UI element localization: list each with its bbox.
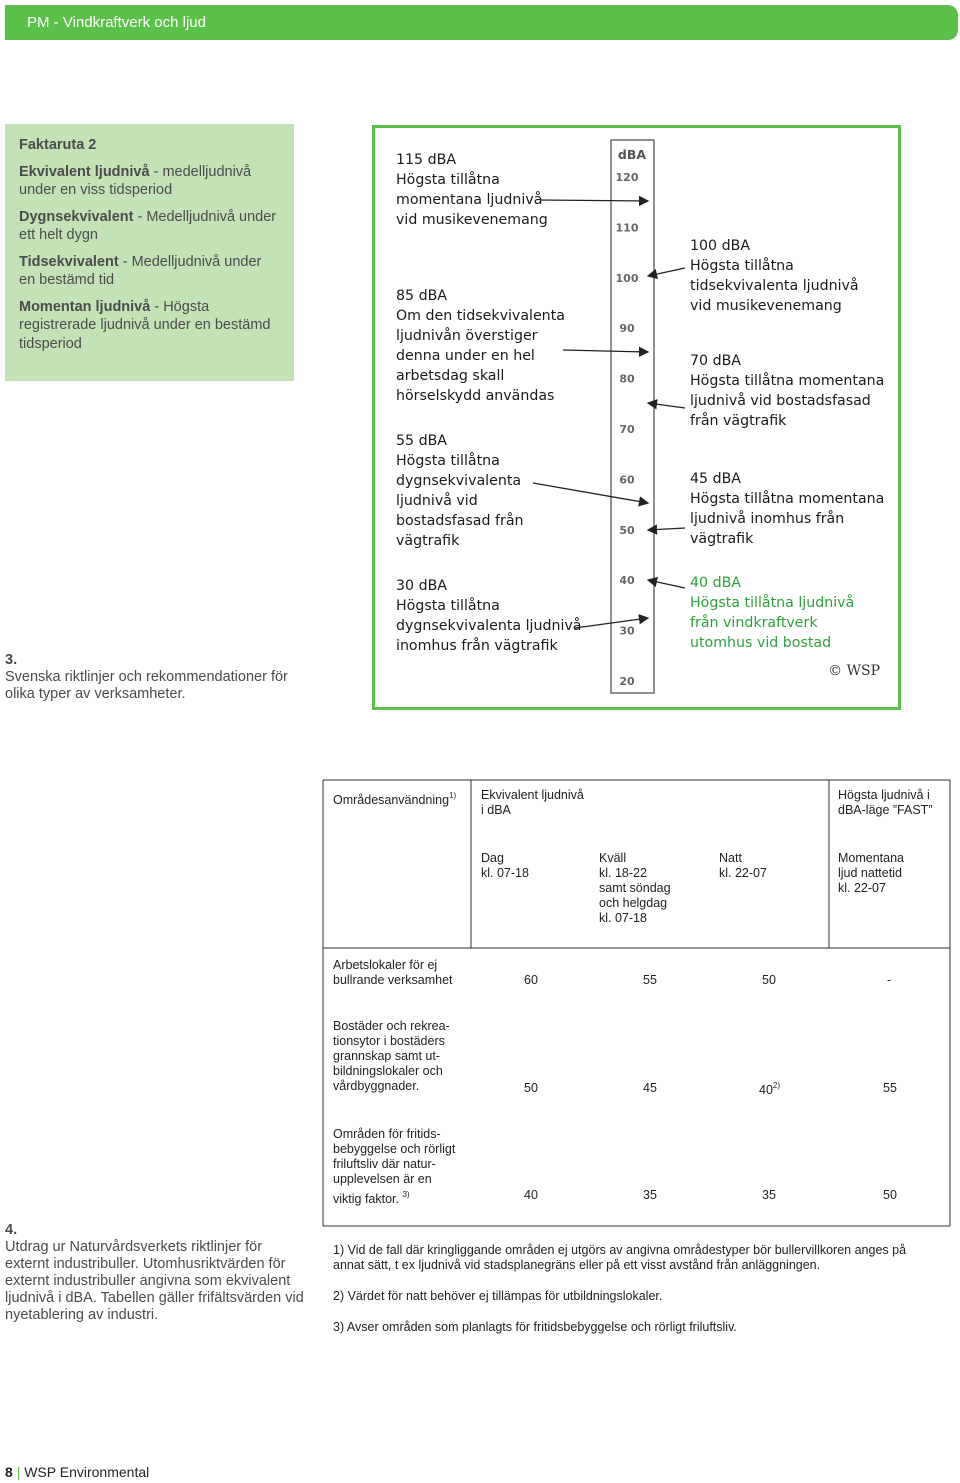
scale-tick-label: 70: [619, 423, 635, 436]
col-header-area-use: Områdesanvändning$^{1)}$: [333, 791, 457, 807]
table-cell: 40$^{2)}$: [759, 1081, 781, 1097]
figure-caption-4: 4. Utdrag ur Naturvårdsverkets riktlinjer för externt industribuller. Utomhusriktvärden för externt industribuller angivna som ekvivalent ljudnivå i dBA. Tabellen gäller frifältsvärden vid nyetablering av industri.: [5, 1222, 304, 1323]
fact-definition: Dygnsekvivalent - Medelljudnivå under ett helt dygn: [19, 208, 277, 243]
fact-definition: Momentan ljudnivå - Högsta registrerade ljudnivå under en bestämd tidsperiod: [19, 298, 271, 352]
footnote-1: 1) Vid de fall där kringliggande områden ej utgörs av angivna områdestyper bör bullervillkoren anges på annat sätt, t ex ljudnivå vid stadsplanegräns eller på ett visst avstånd från anläggningen.: [333, 1243, 907, 1272]
footnote-2: 2) Värdet för natt behöver ej tillämpas för utbildningslokaler.: [333, 1289, 663, 1303]
scale-tick-label: 120: [615, 171, 639, 184]
label-40-dba: 40 dBA Högsta tillåtna ljudnivå från vindkraftverk utomhus vid bostad: [690, 575, 855, 651]
scale-tick-label: 60: [619, 473, 635, 487]
table-row-label: Områden för fritids- bebyggelse och rörligt friluftsliv där natur- upplevelsen är en viktig faktor. $^{3)}$: [333, 1127, 456, 1206]
table-cell: 40: [524, 1188, 538, 1202]
label-45-dba: 45 dBA Högsta tillåtna momentana ljudnivå inomhus från vägtrafik: [690, 471, 885, 547]
label-100-dba: 100 dBA Högsta tillåtna tidsekvivalenta ljudnivå vid musikevenemang: [690, 238, 859, 314]
label-30-dba: 30 dBA Högsta tillåtna dygnsekvivalenta ljudnivå inomhus från vägtrafik: [396, 578, 582, 654]
table-cell: 50: [883, 1188, 897, 1202]
fact-definition: Ekvivalent ljudnivå - medelljudnivå under en viss tidsperiod: [19, 163, 252, 198]
scale-tick-label: 20: [619, 675, 635, 688]
table-cell: -: [887, 973, 892, 987]
table-cell: 50: [762, 973, 776, 987]
table-cell: 35: [762, 1188, 776, 1202]
table-cell: 55: [883, 1081, 897, 1095]
dba-scale-figure: [372, 125, 901, 710]
label-85-dba: 85 dBA Om den tidsekvivalenta ljudnivån överstiger denna under en hel arbetsdag skall hörselskydd användas: [396, 288, 565, 404]
scale-tick-label: 80: [619, 372, 635, 386]
fact-definition: Tidsekvivalent - Medelljudnivå under en bestämd tid: [19, 253, 262, 288]
subheader-momentary: Momentana ljud nattetid kl. 22-07: [838, 851, 905, 895]
table-cell: 60: [524, 973, 538, 987]
wsp-credit: © WSP: [828, 663, 880, 679]
subheader-day: Dag kl. 07-18: [481, 851, 529, 880]
label-55-dba: 55 dBA Högsta tillåtna dygnsekvivalenta ljudnivå vid bostadsfasad från vägtrafik: [396, 433, 524, 549]
footer-org: WSP Environmental: [24, 1464, 150, 1480]
page-number: 8: [5, 1464, 13, 1480]
subheader-night: Natt kl. 22-07: [719, 851, 767, 880]
footer-separator: |: [16, 1464, 21, 1480]
header-bar: [5, 5, 958, 40]
label-70-dba: 70 dBA Högsta tillåtna momentana ljudnivå vid bostadsfasad från vägtrafik: [690, 353, 885, 429]
table-cell: 35: [643, 1188, 657, 1202]
col-header-equivalent: Ekvivalent ljudnivå i dBA: [481, 788, 584, 817]
table-cell: 50: [524, 1081, 538, 1095]
fact-box: [5, 124, 294, 381]
fact-box-title: Faktaruta 2: [19, 137, 97, 153]
figure-caption-3: 3. Svenska riktlinjer och rekommendationer för olika typer av verksamheter.: [5, 652, 288, 702]
table-row-label: Bostäder och rekrea- tionsytor i bostäders grannskap samt ut- bildningslokaler och vårdbyggnader.: [333, 1019, 450, 1093]
subheader-evening: Kväll kl. 18-22 samt söndag och helgdag kl. 07-18: [599, 851, 671, 925]
table-cell: 55: [643, 973, 657, 987]
scale-tick-label: 100: [615, 271, 639, 285]
table-cell: 45: [643, 1081, 657, 1095]
scale-tick-label: 40: [619, 574, 635, 588]
table-row-label: Arbetslokaler för ej bullrande verksamhet: [333, 958, 453, 987]
header-title: PM - Vindkraftverk och ljud: [27, 14, 206, 31]
scale-tick-label: 50: [619, 523, 635, 537]
label-115-dba: 115 dBA Högsta tillåtna momentana ljudnivå vid musikevenemang: [396, 152, 548, 228]
scale-tick-label: 110: [615, 221, 639, 235]
col-header-max-level: Högsta ljudnivå i dBA-läge ”FAST”: [838, 788, 933, 817]
page-footer: [5, 1464, 149, 1480]
footnote-3: 3) Avser områden som planlagts för fritidsbebyggelse och rörligt friluftsliv.: [333, 1320, 737, 1334]
scale-tick-label: 90: [619, 322, 635, 336]
scale-unit-label: dBA: [617, 147, 647, 162]
scale-tick-label: 30: [619, 624, 635, 638]
pointer-arrows: [533, 200, 685, 628]
